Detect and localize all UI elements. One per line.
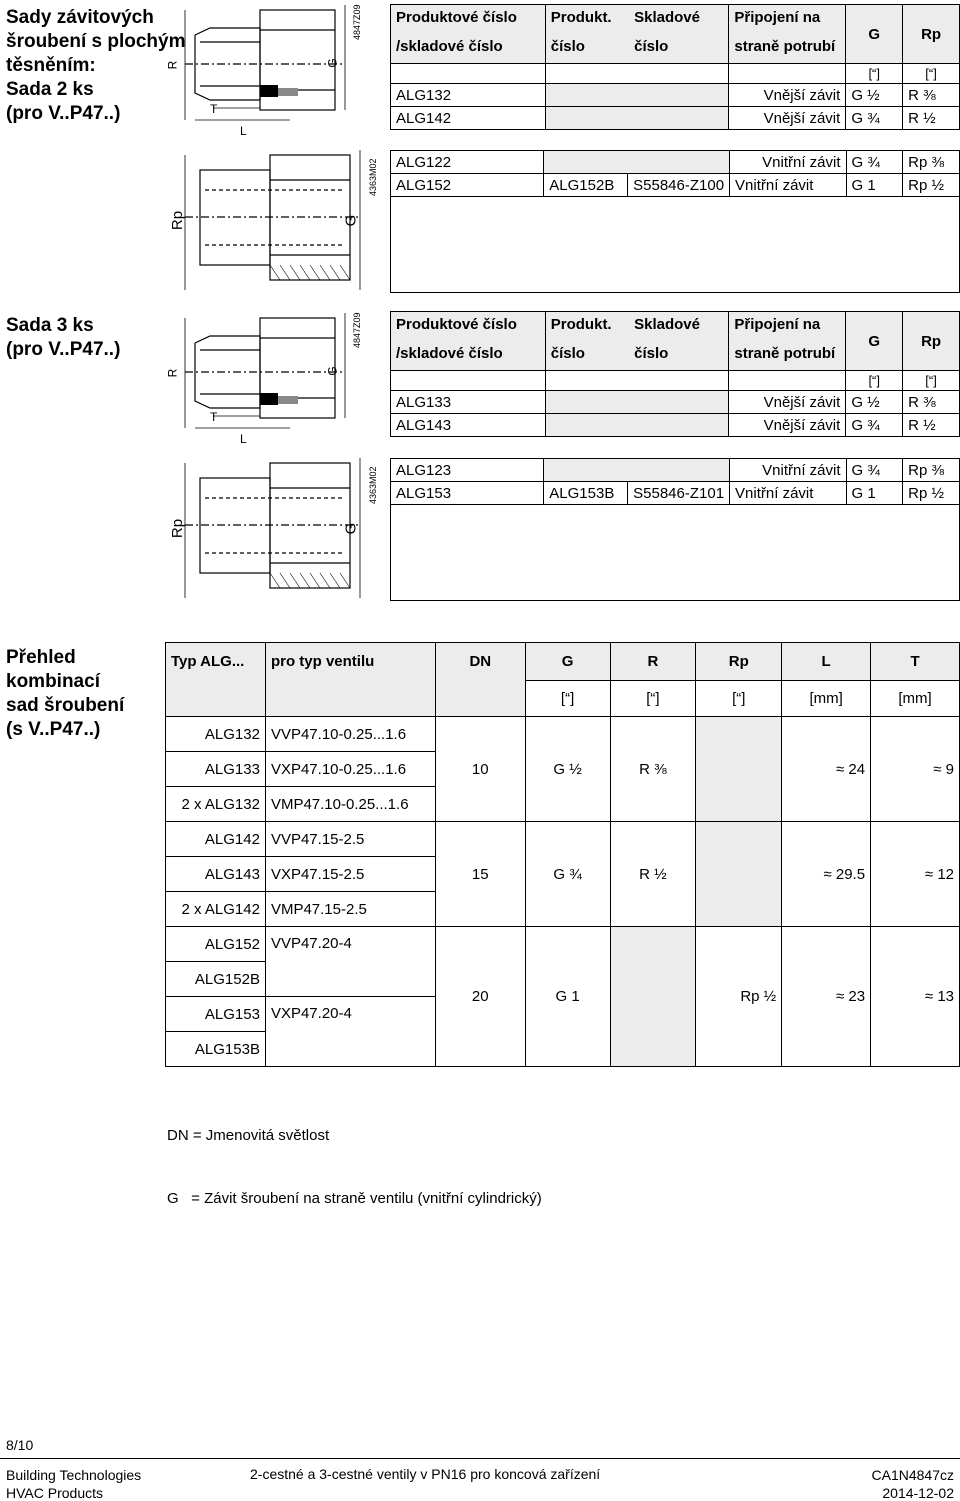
cell-pripojeni: Vnější závit xyxy=(729,84,846,107)
ov-hdr-r: R xyxy=(610,643,696,681)
ov-cell-ventil: VVP47.20-4 xyxy=(265,927,435,997)
set2-table-bottom xyxy=(390,150,960,293)
page-number: 8/10 xyxy=(6,1437,34,1453)
footer-division: HVAC Products xyxy=(6,1485,103,1501)
overview-table xyxy=(165,642,960,1067)
table-row xyxy=(166,822,960,857)
ov-cell-ventil: VVP47.15-2.5 xyxy=(265,822,435,857)
table-row xyxy=(391,414,960,437)
table-row xyxy=(166,927,960,962)
ov-unit-l: [mm] xyxy=(782,681,871,717)
cell-g: G ½ xyxy=(846,391,903,414)
ov-l-value: 23 xyxy=(848,988,866,1005)
cell-empty xyxy=(545,414,729,437)
set3-table-bottom xyxy=(390,458,960,601)
ov-l-value: 24 xyxy=(848,760,866,778)
ov-cell-typ: 2 x ALG132 xyxy=(166,787,266,822)
ov-cell-ventil: VXP47.10-0.25...1.6 xyxy=(265,752,435,787)
hdr-produkt-2: číslo xyxy=(545,30,629,64)
cell-g: G 1 xyxy=(846,174,903,197)
cell-empty xyxy=(544,151,730,174)
set2-dim-g: G xyxy=(325,58,340,68)
cell-pripojeni: Vnější závit xyxy=(729,391,846,414)
hdr-produkt-2: číslo xyxy=(545,337,629,371)
set3-table-top xyxy=(390,311,960,437)
set2-dim-t: T xyxy=(210,102,218,116)
ov-cell-dn: 15 xyxy=(435,822,525,927)
set2-dim-rp: Rp xyxy=(169,210,187,231)
ov-cell-dn: 20 xyxy=(435,927,525,1067)
hdr-sklad-2: číslo xyxy=(629,30,729,64)
ov-hdr-typ: Typ ALG... xyxy=(166,643,266,681)
set2-title-line: (pro V..P47..) xyxy=(6,103,121,124)
ov-cell-typ: ALG152B xyxy=(166,962,266,997)
hdr-sklad-2: číslo xyxy=(629,337,729,371)
set3-dim-r: R xyxy=(165,368,180,378)
cell-rp: R ½ xyxy=(903,414,960,437)
ov-hdr-l: L xyxy=(782,643,871,681)
cell-produkt: ALG152B xyxy=(544,174,628,197)
ov-cell-rp: Rp ½ xyxy=(696,927,782,1067)
cell-prod: ALG122 xyxy=(391,151,544,174)
ov-cell-l xyxy=(782,927,871,1067)
cell-pripojeni: Vnitřní závit xyxy=(730,151,846,174)
cell-prod: ALG143 xyxy=(391,414,546,437)
hdr-prod-2: /skladové číslo xyxy=(391,337,546,371)
hdr-pripojeni: Připojení na xyxy=(729,312,846,337)
ov-t-value: 9 xyxy=(945,760,954,778)
ov-cell-t xyxy=(871,822,960,927)
set3-dim-l: L xyxy=(240,432,247,446)
ov-cell-rp xyxy=(696,717,782,822)
cell-prod: ALG152 xyxy=(391,174,544,197)
set2-dim-g2: G xyxy=(342,214,360,227)
footer-right xyxy=(872,1466,955,1501)
cell-g: G ¾ xyxy=(846,151,903,174)
table-row xyxy=(391,151,960,174)
ov-cell-r: R ⅜ xyxy=(610,717,696,822)
cell-empty xyxy=(545,391,729,414)
ov-cell-g: G 1 xyxy=(525,927,610,1067)
ov-cell-ventil: VXP47.15-2.5 xyxy=(265,857,435,892)
set3-title xyxy=(6,314,120,362)
cell-rp: R ⅜ xyxy=(903,391,960,414)
set3-code-top: 4847Z09 xyxy=(352,312,362,348)
set2-title-line: Sady závitových xyxy=(6,7,154,28)
ov-cell-typ: ALG152 xyxy=(166,927,266,962)
ov-cell-ventil: VMP47.10-0.25...1.6 xyxy=(265,787,435,822)
ov-t-value: 12 xyxy=(937,865,954,883)
unit-rp: [“] xyxy=(903,64,960,84)
ov-cell-dn: 10 xyxy=(435,717,525,822)
ov-hdr-ventil: pro typ ventilu xyxy=(265,643,435,681)
ov-cell-typ: ALG153 xyxy=(166,997,266,1032)
unit-rp: [“] xyxy=(903,371,960,391)
cell-sklad: S55846-Z100 xyxy=(628,174,730,197)
approx-sign: ≈ xyxy=(933,760,942,778)
ov-unit-r: [“] xyxy=(610,681,696,717)
ov-unit-t: [mm] xyxy=(871,681,960,717)
ov-cell-typ: 2 x ALG142 xyxy=(166,892,266,927)
footer-doc-id: CA1N4847cz xyxy=(871,1467,954,1483)
hdr-prod-2: /skladové číslo xyxy=(391,30,546,64)
table-row xyxy=(391,174,960,197)
overview-title-line: (s V..P47..) xyxy=(6,719,101,740)
ov-cell-typ: ALG142 xyxy=(166,822,266,857)
cell-pripojeni: Vnější závit xyxy=(729,414,846,437)
ov-cell-ventil: VXP47.20-4 xyxy=(265,997,435,1067)
ov-cell-typ: ALG132 xyxy=(166,717,266,752)
approx-sign: ≈ xyxy=(823,865,832,883)
cell-prod: ALG123 xyxy=(391,459,544,482)
ov-hdr-rp: Rp xyxy=(696,643,782,681)
hdr-rp: Rp xyxy=(903,312,960,371)
overview-title-line: Přehled kombinací xyxy=(6,647,100,692)
set3-dim-rp: Rp xyxy=(169,518,187,539)
set2-title xyxy=(6,6,185,126)
cell-empty xyxy=(544,459,730,482)
cell-prod: ALG133 xyxy=(391,391,546,414)
unit-g: [“] xyxy=(846,371,903,391)
cell-empty xyxy=(545,107,729,130)
cell-pripojeni: Vnitřní závit xyxy=(730,482,846,505)
ov-cell-g: G ¾ xyxy=(525,822,610,927)
footer-rule xyxy=(0,1458,960,1459)
ov-cell-t xyxy=(871,927,960,1067)
hdr-prod: Produktové číslo xyxy=(391,312,546,337)
ov-hdr-dn: DN xyxy=(435,643,525,681)
set3-dim-g: G xyxy=(325,366,340,376)
set2-code-bottom: 4363M02 xyxy=(368,158,378,196)
legend-item: DN = Jmenovitá světlost xyxy=(167,1127,330,1144)
set3-code-bottom: 4363M02 xyxy=(368,466,378,504)
table-row xyxy=(391,107,960,130)
cell-rp: Rp ½ xyxy=(903,174,960,197)
hdr-prod: Produktové číslo xyxy=(391,5,546,30)
ov-cell-typ: ALG133 xyxy=(166,752,266,787)
ov-unit-rp: [“] xyxy=(696,681,782,717)
unit-g: [“] xyxy=(846,64,903,84)
approx-sign: ≈ xyxy=(924,988,934,1005)
table-row xyxy=(166,717,960,752)
cell-rp: Rp ½ xyxy=(903,482,960,505)
hdr-g: G xyxy=(846,5,903,64)
hdr-pripojeni: Připojení na xyxy=(729,5,846,30)
ov-cell-g: G ½ xyxy=(525,717,610,822)
ov-unit-g: [“] xyxy=(525,681,610,717)
ov-cell-l xyxy=(782,822,871,927)
ov-l-value: 29.5 xyxy=(835,865,866,883)
table-row xyxy=(391,482,960,505)
approx-sign: ≈ xyxy=(924,865,934,883)
ov-cell-rp xyxy=(696,822,782,927)
approx-sign: ≈ xyxy=(835,760,845,778)
cell-prod: ALG142 xyxy=(391,107,546,130)
hdr-pripojeni-2: straně potrubí xyxy=(729,30,846,64)
table-row xyxy=(391,459,960,482)
cell-rp: Rp ⅜ xyxy=(903,151,960,174)
ov-cell-t xyxy=(871,717,960,822)
set3-dim-t: T xyxy=(210,410,218,424)
overview-title-line: sad šroubení xyxy=(6,695,125,716)
cell-empty xyxy=(545,84,729,107)
set2-title-line: těsněním: xyxy=(6,55,96,76)
set3-dim-g2: G xyxy=(342,522,360,535)
cell-prod: ALG153 xyxy=(391,482,544,505)
hdr-pripojeni-2: straně potrubí xyxy=(729,337,846,371)
ov-cell-r: R ½ xyxy=(610,822,696,927)
hdr-g: G xyxy=(846,312,903,371)
set3-title-line: Sada 3 ks xyxy=(6,315,94,336)
cell-g: G ½ xyxy=(846,84,903,107)
table-row xyxy=(391,391,960,414)
hdr-sklad: Skladové xyxy=(629,5,729,30)
table-row xyxy=(391,84,960,107)
legend xyxy=(167,1083,542,1230)
legend-item: G = Závit šroubení na straně ventilu (vnitřní cylindrický) xyxy=(167,1190,542,1207)
hdr-produkt: Produkt. xyxy=(545,312,629,337)
ov-cell-typ: ALG143 xyxy=(166,857,266,892)
footer-left xyxy=(6,1466,141,1501)
hdr-rp: Rp xyxy=(903,5,960,64)
set2-dim-l: L xyxy=(240,124,247,138)
cell-rp: Rp ⅜ xyxy=(903,459,960,482)
ov-cell-ventil: VVP47.10-0.25...1.6 xyxy=(265,717,435,752)
ov-cell-r xyxy=(610,927,696,1067)
set2-dim-r: R xyxy=(165,60,180,70)
cell-g: G ¾ xyxy=(846,107,903,130)
cell-produkt: ALG153B xyxy=(544,482,628,505)
ov-hdr-g: G xyxy=(525,643,610,681)
cell-rp: R ½ xyxy=(903,107,960,130)
hdr-sklad: Skladové xyxy=(629,312,729,337)
cell-g: G ¾ xyxy=(846,414,903,437)
set2-title-line: Sada 2 ks xyxy=(6,79,94,100)
hdr-produkt: Produkt. xyxy=(545,5,629,30)
set3-title-line: (pro V..P47..) xyxy=(6,339,121,360)
cell-pripojeni: Vnitřní závit xyxy=(730,174,846,197)
ov-cell-typ: ALG153B xyxy=(166,1032,266,1067)
cell-pripojeni: Vnější závit xyxy=(729,107,846,130)
ov-hdr-t: T xyxy=(871,643,960,681)
cell-g: G 1 xyxy=(846,482,903,505)
set2-code-top: 4847Z09 xyxy=(352,4,362,40)
footer-center: 2-cestné a 3-cestné ventily v PN16 pro koncová zařízení xyxy=(250,1466,601,1482)
footer-company: Building Technologies xyxy=(6,1467,142,1483)
set2-title-line: šroubení s plochým xyxy=(6,31,186,52)
approx-sign: ≈ xyxy=(835,988,845,1005)
overview-title xyxy=(6,646,166,742)
footer-date: 2014-12-02 xyxy=(882,1485,954,1501)
set2-table-top xyxy=(390,4,960,130)
cell-sklad: S55846-Z101 xyxy=(628,482,730,505)
cell-rp: R ⅜ xyxy=(903,84,960,107)
ov-cell-l xyxy=(782,717,871,822)
cell-g: G ¾ xyxy=(846,459,903,482)
ov-cell-ventil: VMP47.15-2.5 xyxy=(265,892,435,927)
cell-prod: ALG132 xyxy=(391,84,546,107)
ov-t-value: 13 xyxy=(937,988,954,1005)
cell-pripojeni: Vnitřní závit xyxy=(730,459,846,482)
